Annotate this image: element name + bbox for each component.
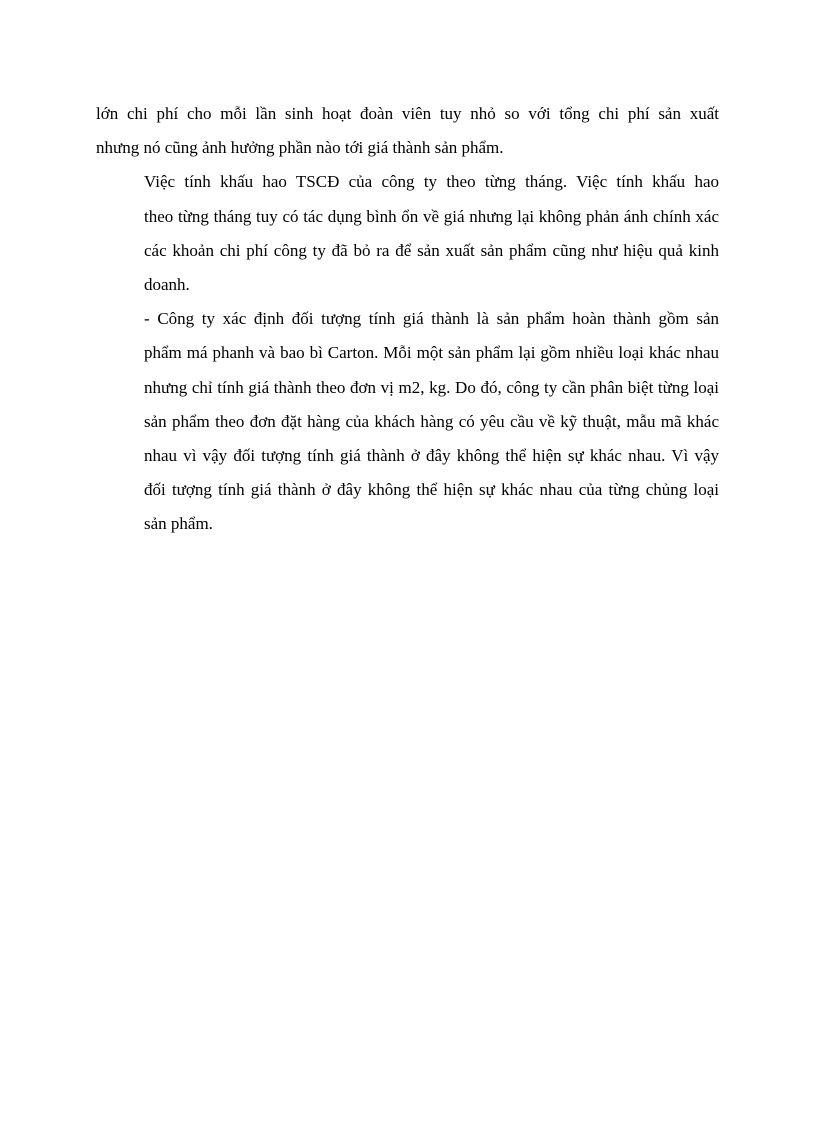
text-line: sản phẩm. (144, 514, 213, 534)
paragraph-costing-object (96, 302, 719, 541)
text-line: lớn chi phí cho mỗi lần sinh hoạt đoàn viên tuy nhỏ so với tổng chi phí sản xuất (96, 104, 719, 123)
text-line: đối tượng tính giá thành ở đây không thể hiện sự khác nhau của từng chủng loại (144, 480, 719, 500)
document-body (96, 97, 719, 542)
text-line: sản phẩm theo đơn đặt hàng của khách hàng có yêu cầu về kỹ thuật, mẫu mã khác (144, 411, 719, 431)
text-line: nhau vì vậy đối tượng tính giá thành ở đây không thể hiện sự khác nhau. Vì vậy (144, 446, 719, 466)
text-line: các khoản chi phí công ty đã bỏ ra để sản xuất sản phẩm cũng như hiệu quả kinh (144, 240, 719, 260)
text-line: nhưng chỉ tính giá thành theo đơn vị m2, kg. Do đó, công ty cần phân biệt từng loại (144, 377, 719, 397)
text-line: phẩm má phanh và bao bì Carton. Mỗi một sản phẩm lại gồm nhiều loại khác nhau (144, 343, 719, 363)
text-line: theo từng tháng tuy có tác dụng bình ổn về giá nhưng lại không phản ánh chính xác (144, 206, 719, 226)
text-line: - Công ty xác định đối tượng tính giá thành là sản phẩm hoàn thành gồm sản (144, 309, 719, 329)
paragraph-production-cost (96, 97, 719, 165)
paragraph-depreciation (96, 165, 719, 302)
text-line: Việc tính khấu hao TSCĐ của công ty theo từng tháng. Việc tính khấu hao (144, 172, 719, 192)
text-line: doanh. (144, 275, 190, 295)
text-line: nhưng nó cũng ảnh hưởng phần nào tới giá thành sản phẩm. (96, 138, 504, 158)
